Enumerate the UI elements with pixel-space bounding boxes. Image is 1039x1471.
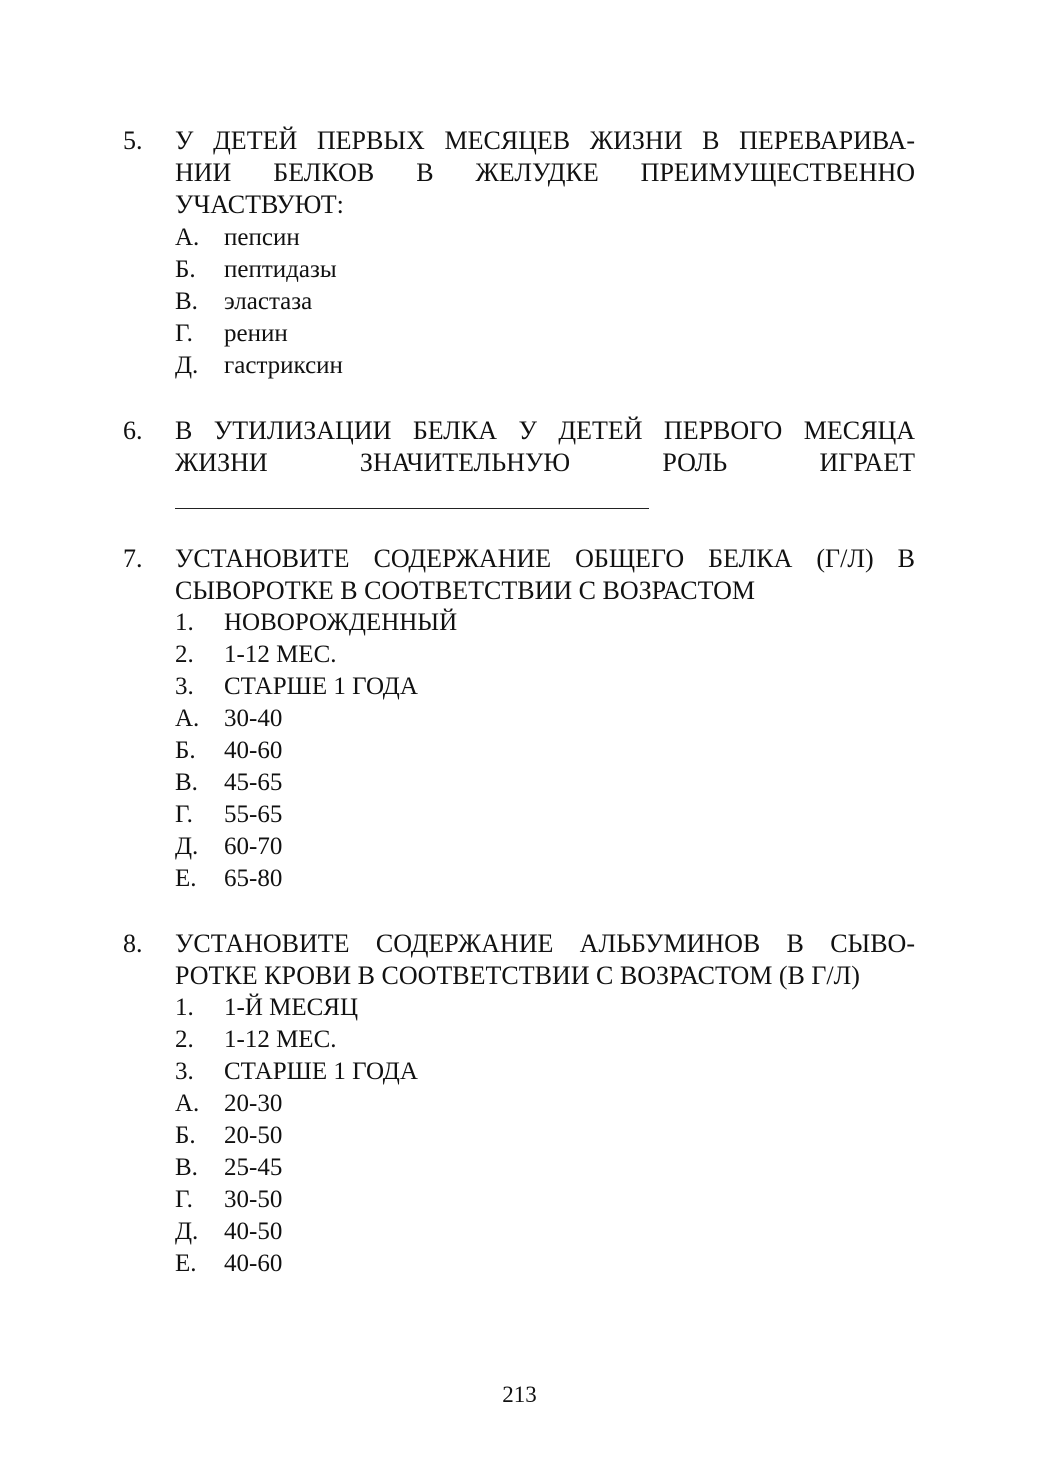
page-number: 213 — [502, 1382, 537, 1407]
option-label: Е. — [175, 1250, 197, 1277]
answer-option — [175, 1216, 915, 1248]
question-number: 8. — [123, 929, 143, 958]
option-label: Б. — [175, 256, 196, 283]
answer-option — [175, 1248, 915, 1280]
question-line: СЫВОРОТКЕ В СООТВЕТСТВИИ С ВОЗРАСТОМ — [175, 576, 756, 605]
option-text: 30-50 — [224, 1186, 283, 1213]
answer-options — [175, 222, 915, 382]
option-label: А. — [175, 1090, 200, 1117]
question-line: В УТИЛИЗАЦИИ БЕЛКА У ДЕТЕЙ ПЕРВОГО МЕСЯЦА — [175, 416, 915, 445]
option-text: 40-60 — [224, 737, 283, 764]
option-label: Д. — [175, 833, 199, 860]
answer-option — [175, 703, 915, 735]
option-label: Б. — [175, 1122, 196, 1149]
option-label: В. — [175, 1154, 198, 1181]
answer-option — [175, 831, 915, 863]
question-text — [175, 928, 915, 992]
option-text: СТАРШЕ 1 ГОДА — [224, 673, 418, 700]
option-text: 60-70 — [224, 833, 283, 860]
option-label: 3. — [175, 1058, 194, 1085]
answer-options — [175, 992, 915, 1280]
option-text: 1-12 МЕС. — [224, 1026, 337, 1053]
question-line: УСТАНОВИТЕ СОДЕРЖАНИЕ АЛЬБУМИНОВ В СЫВО- — [175, 929, 915, 958]
answer-option — [175, 1184, 915, 1216]
question-line: УЧАСТВУЮТ: — [175, 190, 344, 219]
option-text: 65-80 — [224, 865, 283, 892]
option-text: НОВОРОЖДЕННЫЙ — [224, 609, 458, 636]
option-text: пептидазы — [224, 256, 337, 283]
answer-option — [175, 1056, 915, 1088]
option-text: 40-50 — [224, 1218, 283, 1245]
answer-option — [175, 222, 915, 254]
answer-option — [175, 767, 915, 799]
option-text: 30-40 — [224, 705, 283, 732]
question-text — [175, 543, 915, 607]
question-number: 7. — [123, 544, 143, 573]
option-text: 25-45 — [224, 1154, 283, 1181]
answer-option — [175, 1024, 915, 1056]
option-label: А. — [175, 705, 200, 732]
option-label: В. — [175, 288, 198, 315]
question-line: РОТКЕ КРОВИ В СООТВЕТСТВИИ С ВОЗРАСТОМ (В Г/Л) — [175, 961, 860, 990]
answer-option — [175, 1088, 915, 1120]
answer-option — [175, 254, 915, 286]
option-text: 20-30 — [224, 1090, 283, 1117]
option-text: СТАРШЕ 1 ГОДА — [224, 1058, 418, 1085]
option-label: 3. — [175, 673, 194, 700]
answer-option — [175, 1152, 915, 1184]
option-label: Г. — [175, 1186, 193, 1213]
answer-option — [175, 350, 915, 382]
option-text: 20-50 — [224, 1122, 283, 1149]
option-text: гастриксин — [224, 352, 343, 379]
answer-option — [175, 863, 915, 895]
option-label: Д. — [175, 352, 199, 379]
question-line: УСТАНОВИТЕ СОДЕРЖАНИЕ ОБЩЕГО БЕЛКА (Г/Л) В — [175, 544, 915, 573]
answer-options — [175, 607, 915, 895]
option-text: 40-60 — [224, 1250, 283, 1277]
question-text — [175, 125, 915, 221]
option-label: Д. — [175, 1218, 199, 1245]
option-label: 1. — [175, 609, 194, 636]
answer-option — [175, 799, 915, 831]
answer-option — [175, 1120, 915, 1152]
option-text: ренин — [224, 320, 288, 347]
option-label: 2. — [175, 1026, 194, 1053]
answer-option — [175, 318, 915, 350]
answer-option — [175, 286, 915, 318]
question-number: 5. — [123, 126, 143, 155]
question-line: ЖИЗНИ ЗНАЧИТЕЛЬНУЮ РОЛЬ ИГРАЕТ — [175, 448, 915, 477]
option-label: В. — [175, 769, 198, 796]
option-label: А. — [175, 224, 200, 251]
option-label: 1. — [175, 994, 194, 1021]
option-text: пепсин — [224, 224, 300, 251]
option-label: 2. — [175, 641, 194, 668]
option-label: Е. — [175, 865, 197, 892]
question-number: 6. — [123, 416, 143, 445]
option-label: Г. — [175, 320, 193, 347]
option-text: 55-65 — [224, 801, 283, 828]
option-text: 1-12 МЕС. — [224, 641, 337, 668]
option-text: 1-Й МЕСЯЦ — [224, 994, 359, 1021]
answer-option — [175, 639, 915, 671]
answer-option — [175, 607, 915, 639]
question-line: У ДЕТЕЙ ПЕРВЫХ МЕСЯЦЕВ ЖИЗНИ В ПЕРЕВАРИВА- — [175, 126, 915, 155]
answer-option — [175, 992, 915, 1024]
answer-option — [175, 671, 915, 703]
answer-blank-line — [175, 508, 649, 509]
question-text — [175, 415, 915, 479]
answer-option — [175, 735, 915, 767]
question-line: НИИ БЕЛКОВ В ЖЕЛУДКЕ ПРЕИМУЩЕСТВЕННО — [175, 158, 915, 187]
option-label: Б. — [175, 737, 196, 764]
option-text: 45-65 — [224, 769, 283, 796]
option-label: Г. — [175, 801, 193, 828]
option-text: эластаза — [224, 288, 313, 315]
